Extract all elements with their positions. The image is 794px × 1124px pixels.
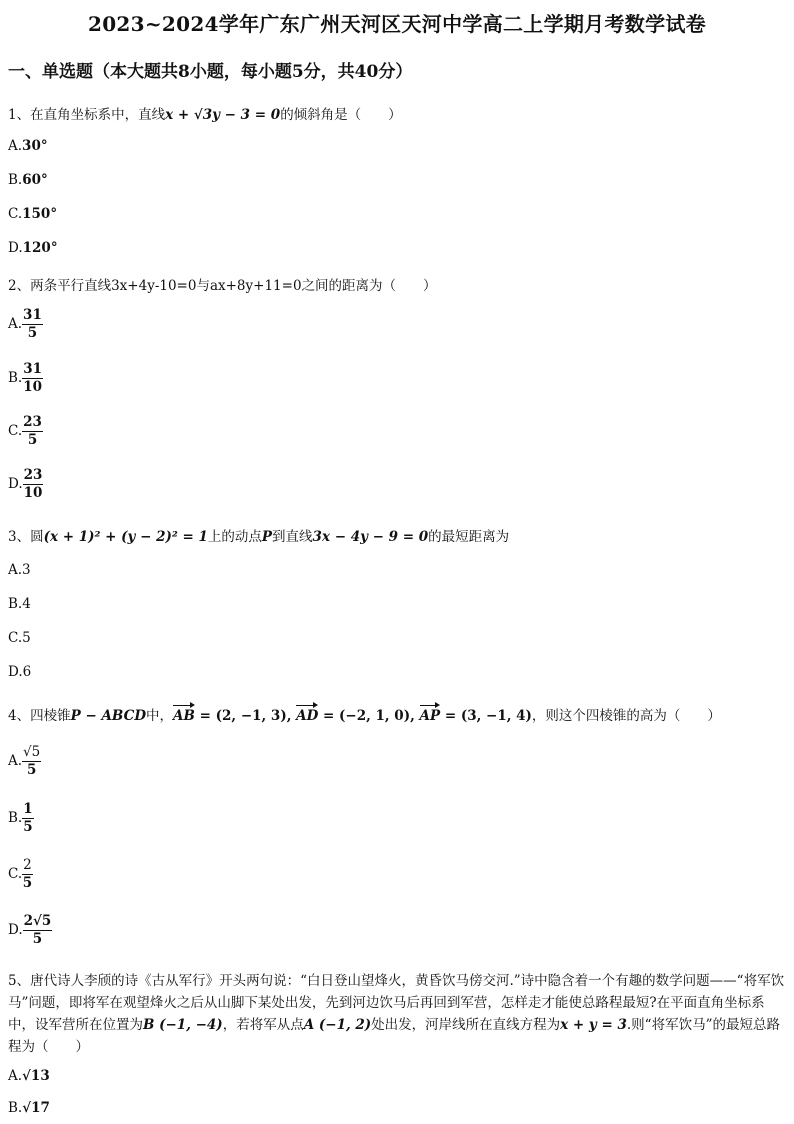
question-2-option-d[interactable] [8,468,43,501]
fraction-numerator: 23 [23,467,43,483]
vector-ap: AP [419,708,441,724]
question-2: 2、两条平行直线3x+4y-10=0与ax+8y+11=0之间的距离为（ ） [8,278,437,294]
question-4-prefix: 4、四棱锥 [8,708,71,724]
fraction-numerator: 2√5 [23,913,52,929]
fraction-numerator: √5 [23,744,41,760]
question-1-option-a[interactable] [8,138,48,154]
option-value: √17 [22,1100,50,1116]
question-4-pyramid: P − ABCD [70,708,147,724]
option-value: √13 [22,1068,50,1084]
question-3 [8,525,509,545]
question-1-prefix: 1、在直角坐标系中，直线 [8,107,166,123]
option-value: 30° [22,138,48,154]
question-3-option-d[interactable] [8,664,31,680]
option-label: C. [8,630,23,646]
option-label: A. [8,752,23,769]
question-4-option-a[interactable] [8,745,41,778]
vector-ab: AB [173,708,195,724]
question-2-option-b[interactable] [8,362,43,395]
option-label: B. [8,369,23,386]
question-1-suffix: 的倾斜角是（ ） [280,107,402,123]
question-5-text: ，若将军从点 [222,1017,304,1033]
option-value: 5 [22,630,31,646]
option-label: A. [8,1068,23,1084]
section-heading: 一、单选题（本大题共8小题，每小题5分，共40分） [8,62,413,82]
option-label: B. [8,596,23,612]
question-4-option-c[interactable] [8,858,33,891]
option-label: C. [8,865,23,882]
question-4-text: 中， [146,708,174,724]
question-3-circle-equation: (x + 1)² + (y − 2)² = 1 [43,529,208,545]
fraction-numerator: 1 [23,801,33,817]
question-3-option-b[interactable] [8,596,31,612]
fraction-denominator: 5 [27,431,38,448]
question-5-line-equation: x + y = 3 [560,1017,627,1033]
option-label: D. [8,240,23,256]
question-4-suffix: ，则这个四棱锥的高为（ ） [531,708,721,724]
option-label: A. [8,315,23,332]
option-value: 4 [22,596,31,612]
question-3-option-a[interactable] [8,562,31,578]
fraction-denominator: 5 [22,874,33,891]
vector-ab-value: = (2, −1, 3), [194,708,297,724]
option-value: 3 [22,562,31,578]
fraction-denominator: 5 [26,761,37,778]
fraction-denominator: 10 [23,484,43,501]
fraction-numerator: 31 [23,307,42,323]
option-fraction [22,745,41,778]
vector-ap-value: = (3, −1, 4) [440,708,532,724]
option-label: B. [8,1100,23,1116]
option-label: C. [8,422,23,439]
fraction-numerator: 23 [23,414,42,430]
option-label: A. [8,562,23,578]
question-5-option-a[interactable] [8,1068,50,1084]
option-label: D. [8,921,23,938]
question-4-option-d[interactable] [8,914,52,947]
question-4 [8,704,721,724]
question-5-text: .则“将军饮马”的最短总路程为（ ） [8,1017,780,1055]
option-fraction [22,802,33,835]
question-5-point-b: B (−1, −4) [143,1017,223,1033]
option-fraction [23,468,44,501]
fraction-denominator: 5 [23,818,33,835]
question-2-option-a[interactable] [8,308,43,341]
question-3-suffix: 的最短距离为 [428,529,510,545]
option-label: D. [8,475,23,492]
question-5-option-b[interactable] [8,1100,50,1116]
option-label: A. [8,138,23,154]
page-title: 2023~2024学年广东广州天河区天河中学高二上学期月考数学试卷 [88,12,706,36]
question-1 [8,103,402,123]
option-label: C. [8,206,23,222]
option-value: 150° [22,206,58,222]
fraction-denominator: 5 [27,324,38,341]
option-value: 60° [22,172,48,188]
option-label: B. [8,172,23,188]
question-3-text: 上的动点 [207,529,262,545]
question-4-option-b[interactable] [8,802,34,835]
question-1-option-c[interactable] [8,206,57,222]
question-3-text: 到直线 [272,529,313,545]
option-label: D. [8,664,23,680]
question-3-option-c[interactable] [8,630,31,646]
fraction-denominator: 5 [32,930,43,947]
question-2-option-c[interactable] [8,415,43,448]
option-value: 120° [22,240,58,256]
option-label: B. [8,809,23,826]
fraction-denominator: 10 [23,378,43,395]
question-1-option-b[interactable] [8,172,48,188]
question-5 [8,970,786,1058]
vector-ad-value: = (−2, 1, 0), [318,708,420,724]
question-3-prefix: 3、圆 [8,529,44,545]
question-5-point-a: A (−1, 2) [303,1017,372,1033]
question-1-equation: x + √3y − 3 = 0 [165,107,281,123]
question-5-text: 5、唐代诗人李颀的诗《古从军行》开头两句说：“白日登山望烽火，黄昏饮马傍交河.”诗中隐含着一个有趣的数学问题——“将军饮马”问题，即将军在观望烽火之后从山脚下某处出发，先到河边饮马后再回到军营，怎样走才能使总路程最短?在平面直角坐标系中，设军营所在位置为 [8,973,785,1033]
question-3-line-equation: 3x − 4y − 9 = 0 [312,529,429,545]
question-1-option-d[interactable] [8,240,58,256]
question-5-text: 处出发，河岸线所在直线方程为 [371,1017,561,1033]
option-fraction [23,914,53,947]
option-fraction [22,362,43,395]
question-3-point: P [261,529,273,545]
option-fraction [22,308,43,341]
option-value: 6 [22,664,32,680]
option-fraction [22,858,33,891]
option-fraction [22,415,43,448]
vector-ad: AD [296,708,319,724]
fraction-numerator: 2 [23,857,32,873]
fraction-numerator: 31 [23,361,43,377]
